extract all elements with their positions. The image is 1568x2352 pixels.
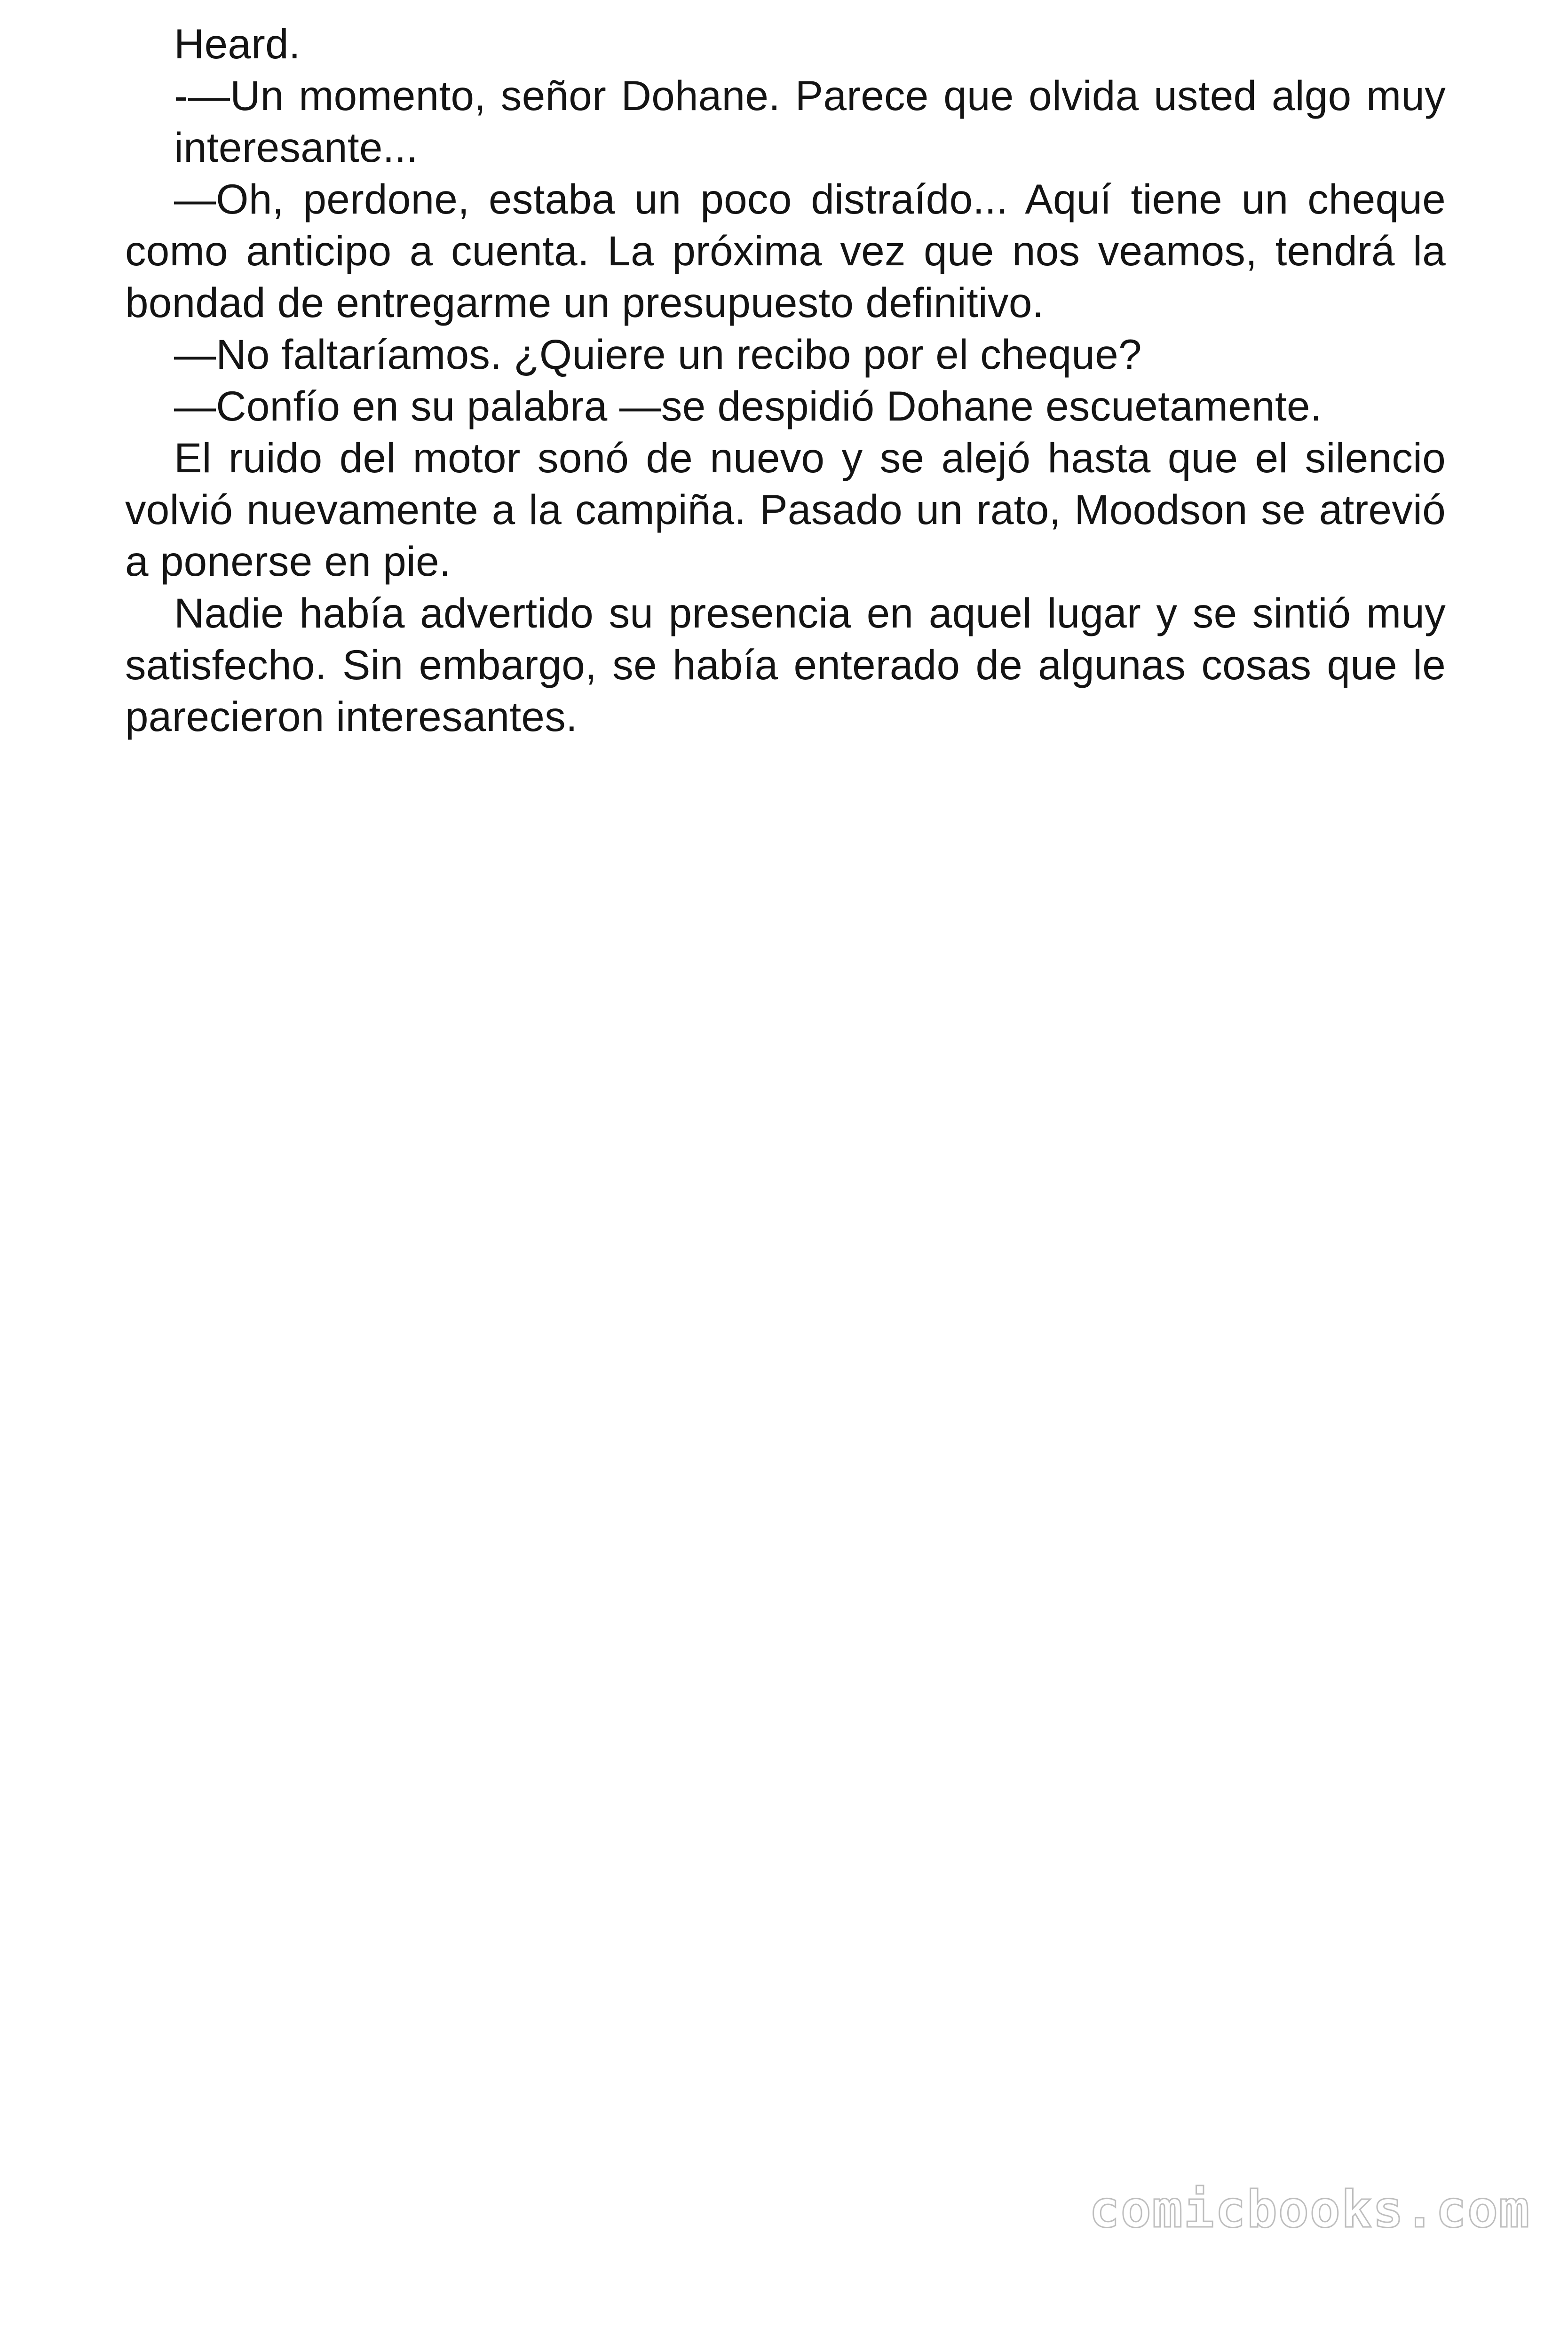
paragraph-1: Heard. — [174, 20, 301, 67]
paragraph-3: —Oh, perdone, estaba un poco distraído... Aquí tiene un cheque como anticipo a cuenta. La próxima vez que nos veamos, tendrá la bondad de entregarme un presupuesto definitivo. — [125, 175, 1446, 326]
page-text-body — [125, 18, 1446, 742]
paragraph-2: -—Un momento, señor Dohane. Parece que olvida usted algo muy interesante... — [174, 72, 1446, 171]
paragraph-5: —Confío en su palabra —se despidió Dohane escuetamente. — [174, 382, 1322, 429]
paragraph-6: El ruido del motor sonó de nuevo y se alejó hasta que el silencio volvió nuevamente a la campiña. Pasado un rato, Moodson se atrevió a ponerse en pie. — [125, 434, 1446, 585]
paragraph-7: Nadie había advertido su presencia en aquel lugar y se sintió muy satisfecho. Sin embargo, se había enterado de algunas cosas que le parecieron interesantes. — [125, 589, 1446, 740]
watermark: comicbooks.com — [1089, 2180, 1530, 2239]
paragraph-4: —No faltaríamos. ¿Quiere un recibo por el cheque? — [174, 331, 1142, 378]
